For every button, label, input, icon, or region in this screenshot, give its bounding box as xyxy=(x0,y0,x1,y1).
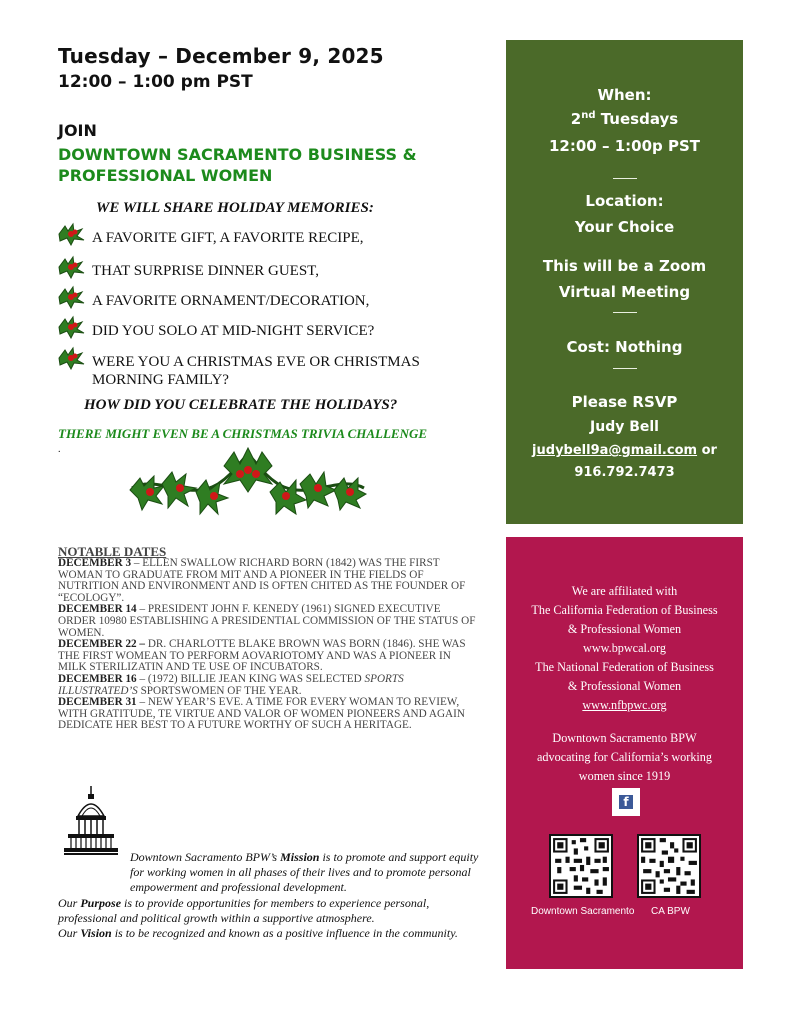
event-date: Tuesday – December 9, 2025 xyxy=(58,44,384,68)
qr-caption-ca-bpw: CA BPW xyxy=(651,906,690,917)
qr-code-ca-bpw[interactable] xyxy=(637,834,701,898)
qr-code-downtown[interactable] xyxy=(549,834,613,898)
holly-icon xyxy=(56,313,90,339)
holly-garland xyxy=(128,444,368,524)
when-label: When: xyxy=(597,86,652,104)
holly-icon xyxy=(56,344,90,370)
affiliation-panel xyxy=(506,537,743,969)
org-line-2: PROFESSIONAL WOMEN xyxy=(58,166,273,185)
email-link[interactable]: judybell9a@gmail.com xyxy=(532,443,698,458)
nfbpw-link[interactable]: www.nfbpwc.org xyxy=(582,698,667,712)
notable-dates-list xyxy=(58,558,478,732)
memories-heading: WE WILL SHARE HOLIDAY MEMORIES: xyxy=(96,200,374,216)
location-label: Location: xyxy=(585,192,664,210)
rsvp-contact: Judy Bell xyxy=(590,419,659,435)
event-info-panel xyxy=(506,40,743,524)
memory-item-label: DID YOU SOLO AT MID-NIGHT SERVICE? xyxy=(92,323,375,339)
location-value: Your Choice xyxy=(574,218,675,236)
mission-statement xyxy=(58,850,488,941)
notable-entry: DECEMBER 14 – PRESIDENT JOHN F. KENEDY (1961) SIGNED EXECUTIVE ORDER 10980 ESTABLISHING A PRESIDENTIAL COMMISSION OF THE STATUS OF WOMEN. xyxy=(58,603,476,639)
zoom-line-1: This will be a Zoom xyxy=(542,257,707,275)
memory-item-label: A FAVORITE GIFT, A FAVORITE RECIPE, xyxy=(92,230,364,246)
rsvp-email-line: judybell9a@gmail.com or xyxy=(532,443,717,458)
holly-icon xyxy=(56,283,90,309)
tagline-3: women since 1919 xyxy=(578,769,671,783)
cfbpw-line-2: & Professional Women xyxy=(567,622,682,636)
memory-item xyxy=(56,353,466,389)
divider xyxy=(613,368,637,369)
cfbpw-line-1: The California Federation of Business xyxy=(531,603,718,617)
rsvp-label: Please RSVP xyxy=(571,393,678,411)
divider xyxy=(613,178,637,179)
cost: Cost: Nothing xyxy=(566,338,683,356)
organization-name xyxy=(58,144,478,186)
notable-entry: DECEMBER 31 – NEW YEAR’S EVE. A TIME FOR EVERY WOMAN TO REVIEW, WITH GRATITUDE, TE VIRTUE AND VALOR OF WOMEN PIONEERS AND AGAIN DEDICATE HER BEST TO A FUTURE WORTHY OF SUCH A HERITAGE. xyxy=(58,696,465,732)
memory-item-label: WERE YOU A CHRISTMAS EVE OR CHRISTMAS MORNING FAMILY? xyxy=(92,354,420,388)
nfbpw-line-2: & Professional Women xyxy=(567,679,682,693)
rsvp-phone: 916.792.7473 xyxy=(574,465,675,480)
memory-item xyxy=(56,229,476,247)
vision-text: Our Vision is to be recognized and known as a positive influence in the community. xyxy=(58,926,458,941)
facebook-letter: f xyxy=(619,795,633,809)
capitol-building-icon xyxy=(64,786,118,856)
trivia-note: THERE MIGHT EVEN BE A CHRISTMAS TRIVIA CHALLENGE xyxy=(58,426,428,441)
memory-item-label: THAT SURPRISE DINNER GUEST, xyxy=(92,263,319,279)
meeting-day: 2nd Tuesdays xyxy=(570,110,679,128)
celebrate-question: HOW DID YOU CELEBRATE THE HOLIDAYS? xyxy=(84,397,398,413)
notable-entry: DECEMBER 22 – DR. CHARLOTTE BLAKE BROWN WAS BORN (1846). SHE WAS THE FIRST WOMEAN TO PERFORM AOVARIOTOMY AND WAS A PIONEER IN MILK STERILIZATIN AND TE USE OF INCUBATORS. xyxy=(58,638,466,674)
notable-dates-title: NOTABLE DATES xyxy=(58,544,167,559)
holly-icon xyxy=(56,253,90,279)
facebook-icon[interactable] xyxy=(612,788,640,816)
event-time: 12:00 – 1:00 pm PST xyxy=(58,72,253,92)
tagline-2: advocating for California’s working xyxy=(537,750,712,764)
purpose-text: Our Purpose is to provide opportunities for members to experience personal, professional and political growth within a supportive atmosphere. xyxy=(58,895,430,925)
holly-icon xyxy=(56,220,90,246)
org-line-1: DOWNTOWN SACRAMENTO BUSINESS & xyxy=(58,145,417,164)
memory-item-label: A FAVORITE ORNAMENT/DECORATION, xyxy=(92,293,370,309)
notable-entry: DECEMBER 3 – ELLEN SWALLOW RICHARD BORN (1842) WAS THE FIRST WOMAN TO GRADUATE FROM MIT AND A PIONEER IN THE FIELDS OF NUTRITION AND ENVIRONMENT AND IS OFTEN CHITED AS THE FOUNDER OF “ECOLOGY”. xyxy=(58,557,466,604)
join-label: JOIN xyxy=(58,121,97,140)
affiliated-label: We are affiliated with xyxy=(571,584,678,598)
divider xyxy=(613,312,637,313)
zoom-line-2: Virtual Meeting xyxy=(558,283,691,301)
mission-text: Downtown Sacramento BPW’s Mission is to promote and support equity for working women in all phases of their lives and to promote personal empowerment and professional development. xyxy=(130,850,479,895)
notable-entry: DECEMBER 16 – (1972) BILLIE JEAN KING WAS SELECTED SPORTS ILLUSTRATED’S SPORTSWOMEN OF THE YEAR. xyxy=(58,672,404,697)
cfbpw-url: www.bpwcal.org xyxy=(583,641,666,655)
memory-item xyxy=(56,292,476,310)
meeting-time: 12:00 – 1:00p PST xyxy=(549,137,700,155)
stray-dot: . xyxy=(58,444,61,455)
memory-item xyxy=(56,322,476,340)
qr-caption-downtown: Downtown Sacramento xyxy=(531,906,635,917)
nfbpw-url-line xyxy=(506,698,743,713)
tagline-1: Downtown Sacramento BPW xyxy=(552,731,697,745)
memory-item xyxy=(56,262,476,280)
nfbpw-line-1: The National Federation of Business xyxy=(535,660,714,674)
